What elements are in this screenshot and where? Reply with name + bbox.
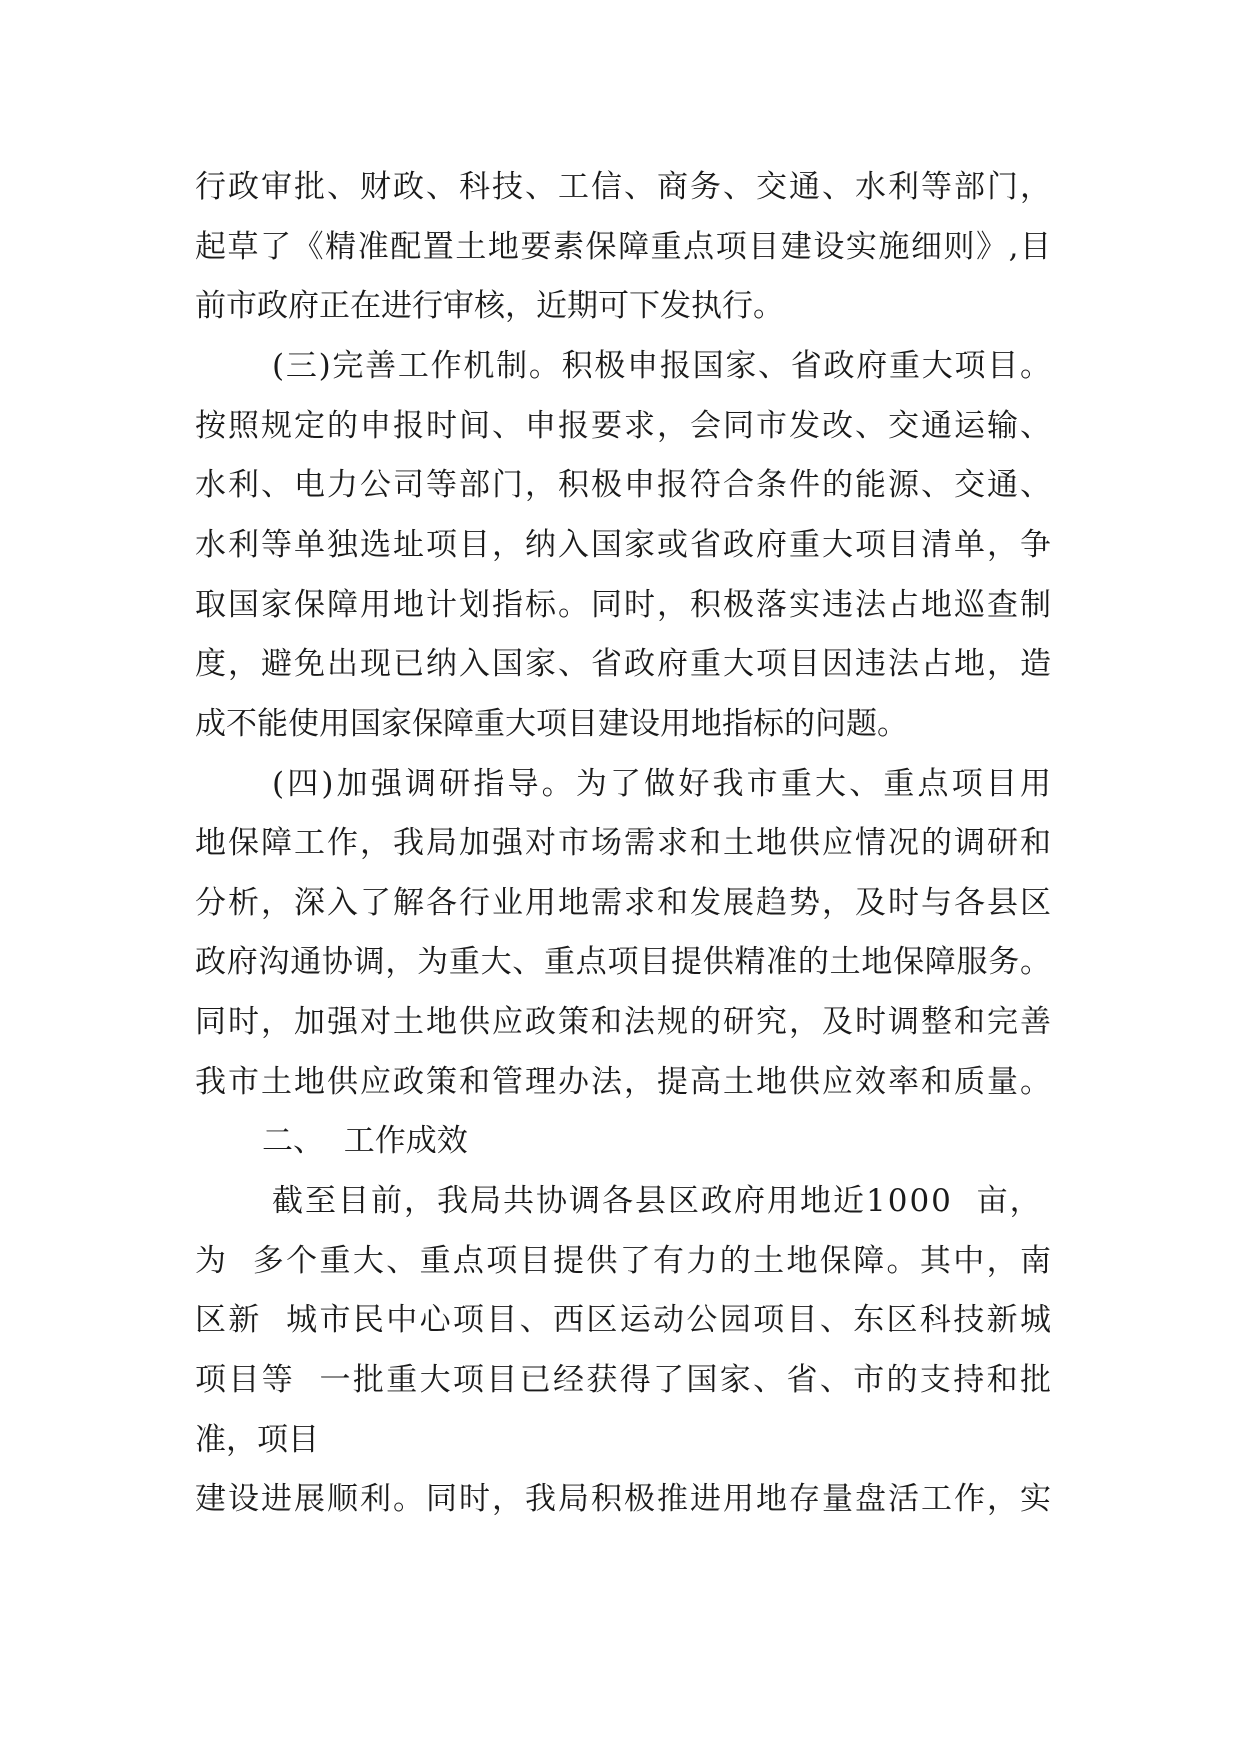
text-line: 区新 城市民中心项目、西区运动公园项目、东区科技新城 [195, 1302, 1051, 1338]
text-line: 政府沟通协调，为重大、重点项目提供精准的土地保障服务。 [195, 944, 1051, 980]
section-heading-two: 二、 工作成效 [262, 1123, 468, 1159]
text-line: 为 多个重大、重点项目提供了有力的土地保障。其中，南 [195, 1243, 1051, 1279]
text-line: 截至目前，我局共协调各县区政府用地近1000 亩， [272, 1183, 1043, 1219]
text-line: 前市政府正在进行审核，近期可下发执行。 [195, 288, 784, 324]
text-line: 分析，深入了解各行业用地需求和发展趋势，及时与各县区 [195, 885, 1051, 921]
text-line: 我市土地供应政策和管理办法，提高土地供应效率和质量。 [195, 1064, 1051, 1100]
text-line: 成不能使用国家保障重大项目建设用地指标的问题。 [195, 706, 908, 742]
text-line: 按照规定的申报时间、申报要求，会同市发改、交通运输、 [195, 408, 1051, 444]
section-heading-four: (四)加强调研指导。为了做好我市重大、重点项目用 [272, 766, 1051, 802]
section-heading-three: (三)完善工作机制。积极申报国家、省政府重大项目。 [272, 348, 1051, 384]
text-line: 行政审批、财政、科技、工信、商务、交通、水利等部门， [195, 169, 1051, 205]
text-line: 项目等 一批重大项目已经获得了国家、省、市的支持和批 [195, 1362, 1051, 1398]
text-line: 准，项目 [195, 1422, 319, 1458]
text-line: 起草了《精准配置土地要素保障重点项目建设实施细则》,目 [195, 229, 1051, 265]
text-line: 取国家保障用地计划指标。同时，积极落实违法占地巡查制 [195, 587, 1051, 623]
text-line: 地保障工作，我局加强对市场需求和土地供应情况的调研和 [195, 825, 1051, 861]
text-line: 水利、电力公司等部门，积极申报符合条件的能源、交通、 [195, 467, 1051, 503]
text-line: 水利等单独选址项目，纳入国家或省政府重大项目清单，争 [195, 527, 1051, 563]
text-line: 同时，加强对土地供应政策和法规的研究，及时调整和完善 [195, 1004, 1051, 1040]
text-line: 建设进展顺利。同时，我局积极推进用地存量盘活工作，实 [195, 1481, 1051, 1517]
text-line: 度，避免出现已纳入国家、省政府重大项目因违法占地，造 [195, 646, 1051, 682]
